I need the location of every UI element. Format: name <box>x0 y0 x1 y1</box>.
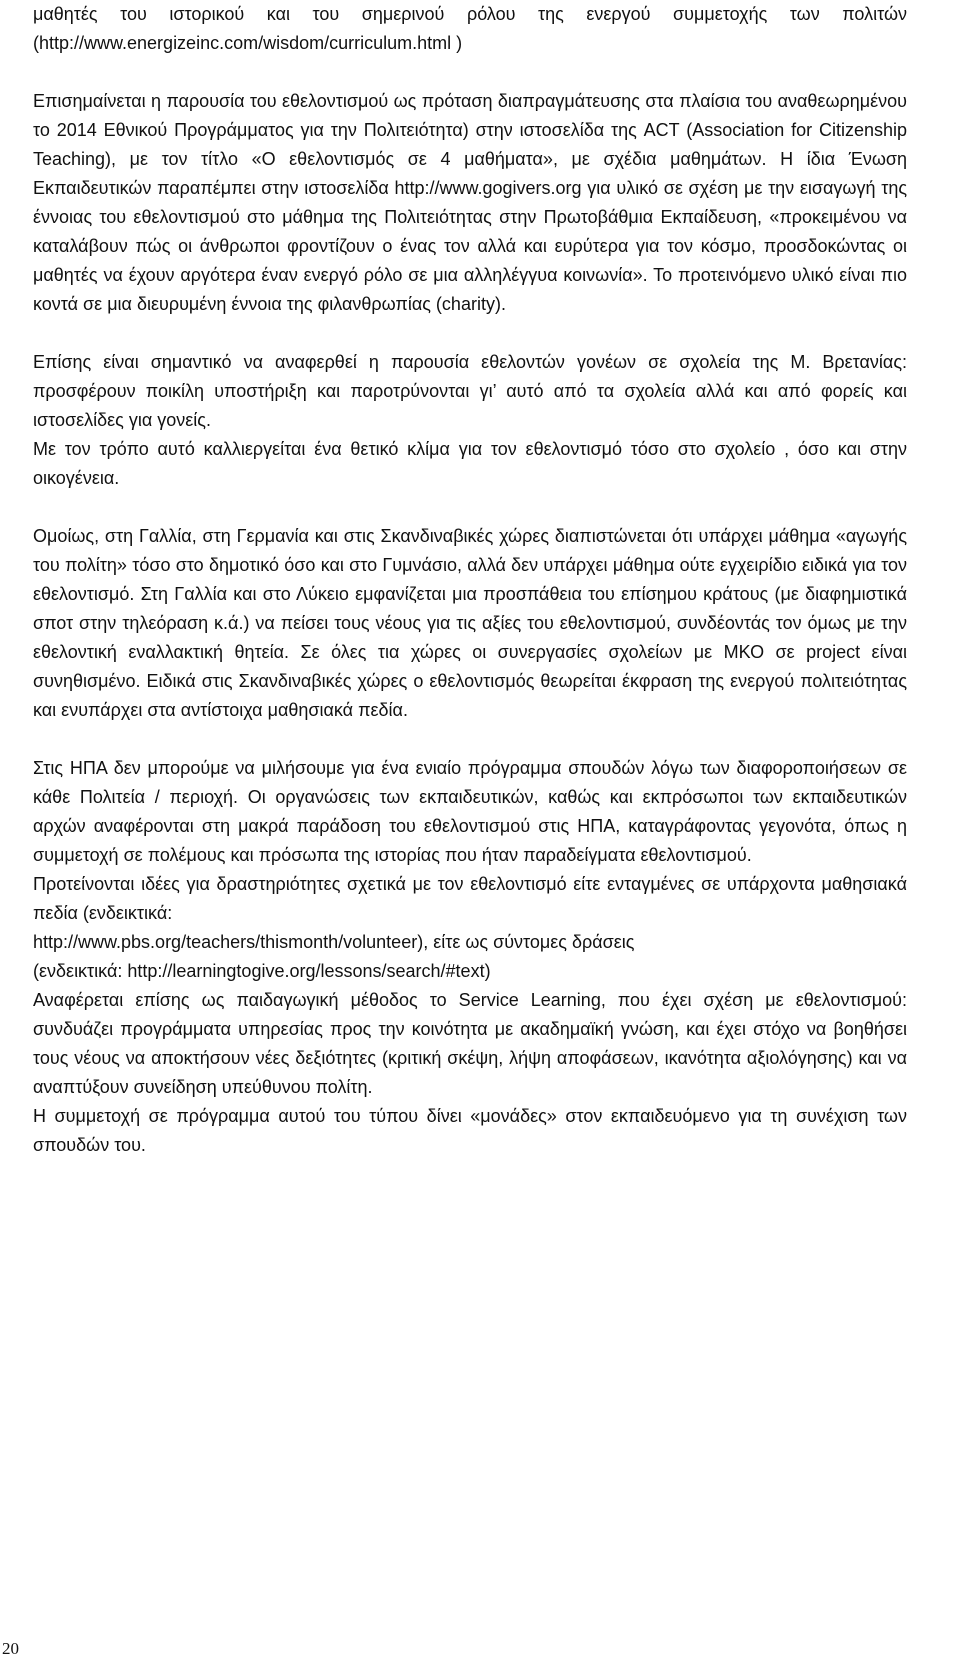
paragraph-positive-climate: Με τον τρόπο αυτό καλλιεργείται ένα θετικό κλίμα για τον εθελοντισμό τόσο στο σχολείο , όσο και στην οικογένεια. <box>33 439 907 488</box>
document-body <box>33 0 907 1160</box>
page-number: 20 <box>2 1639 19 1658</box>
paragraph-learningtogive-link: (ενδεικτικά: http://learningtogive.org/lessons/search/#text) <box>33 961 491 981</box>
paragraph-credits: Η συμμετοχή σε πρόγραμμα αυτού του τύπου δίνει «μονάδες» στον εκπαιδευόμενο για τη συνέχιση των σπουδών του. <box>33 1106 907 1155</box>
paragraph-parent-volunteers: Επίσης είναι σημαντικό να αναφερθεί η παρουσία εθελοντών γονέων σε σχολεία της Μ. Βρετανίας: προσφέρουν ποικίλη υποστήριξη και παροτρύνονται γι’ αυτό από τα σχολεία αλλά και από φορείς και ιστοσελίδες για γονείς. <box>33 352 907 430</box>
paragraph-usa: Στις ΗΠΑ δεν μπορούμε να μιλήσουμε για ένα ενιαίο πρόγραμμα σπουδών λόγω των διαφοροποιήσεων σε κάθε Πολιτεία / περιοχή. Οι οργανώσεις των εκπαιδευτικών, καθώς και εκπρόσωποι των εκπαιδευτικών αρχών αναφέρονται στη μακρά παράδοση του εθελοντισμού στις ΗΠΑ, καταγράφοντας γεγονότα, όπως η συμμετοχή σε πολέμους και πρόσωπα της ιστορίας που ήταν παραδείγματα εθελοντισμού. <box>33 758 907 865</box>
paragraph-curriculum-link: μαθητές του ιστορικού και του σημερινού ρόλου της ενεργού συμμετοχής των πολιτών (http://www.energizeinc.com/wisdom/curriculum.html ) <box>33 4 907 53</box>
paragraph-pbs-link: http://www.pbs.org/teachers/thismonth/volunteer), είτε ως σύντομες δράσεις <box>33 932 635 952</box>
paragraph-activity-ideas: Προτείνονται ιδέες για δραστηριότητες σχετικά με τον εθελοντισμό είτε ενταγμένες σε υπάρχοντα μαθησιακά πεδία (ενδεικτικά: <box>33 874 907 923</box>
paragraph-france-germany-scandinavia: Ομοίως, στη Γαλλία, στη Γερμανία και στις Σκανδιναβικές χώρες διαπιστώνεται ότι υπάρχει μάθημα «αγωγής του πολίτη» τόσο στο δημοτικό όσο και στο Γυμνάσιο, αλλά δεν υπάρχει μάθημα ούτε εγχειρίδιο ειδικά για τον εθελοντισμό. Στη Γαλλία και στο Λύκειο εμφανίζεται μια προσπάθεια του επίσημου κράτους (με διαφημιστικά σποτ στην τηλεόραση κ.ά.) να πείσει τους νέους για τις αξίες του εθελοντισμού, συνδέοντάς τον όμως με την εθελοντική εναλλακτική θητεία. Σε όλες τια χώρες οι συνεργασίες σχολείων με ΜΚΟ σε project είναι συνηθισμένο. Ειδικά στις Σκανδιναβικές χώρες ο εθελοντισμός θεωρείται έκφραση της ενεργού πολιτειότητας και ενυπάρχει στα αντίστοιχα μαθησιακά πεδία. <box>33 526 907 720</box>
paragraph-service-learning: Αναφέρεται επίσης ως παιδαγωγική μέθοδος το Service Learning, που έχει σχέση με εθελοντισμού: συνδυάζει προγράμματα υπηρεσίας προς την κοινότητα με ακαδημαϊκή γνώση, και έχει στόχο να βοηθήσει τους νέους να αποκτήσουν νέες δεξιότητες (κριτική σκέψη, λήψη αποφάσεων, ικανότητα αξιολόγησης) και να αναπτύξουν συνείδηση υπεύθυνου πολίτη. <box>33 990 907 1097</box>
paragraph-act-uk: Επισημαίνεται η παρουσία του εθελοντισμού ως πρόταση διαπραγμάτευσης στα πλαίσια του αναθεωρημένου το 2014 Εθνικού Προγράμματος για την Πολιτειότητα) στην ιστοσελίδα της ACT (Association for Citizenship Teaching), με τον τίτλο «Ο εθελοντισμός σε 4 μαθήματα», με σχέδια μαθημάτων. Η ίδια Ένωση Εκπαιδευτικών παραπέμπει στην ιστοσελίδα http://www.gogivers.org για υλικό σε σχέση με την εισαγωγή της έννοιας του εθελοντισμού στο μάθημα της Πολιτειότητας στην Πρωτοβάθμια Εκπαίδευση, «προκειμένου να καταλάβουν πώς οι άνθρωποι φροντίζουν ο ένας τον αλλά και ευρύτερα για τον κόσμο, προσδοκώντας οι μαθητές να έχουν αργότερα έναν ενεργό ρόλο σε μια αλληλέγγυα κοινωνία». Το προτεινόμενο υλικό είναι πιο κοντά σε μια διευρυμένη έννοια της φιλανθρωπίας (charity). <box>33 91 907 314</box>
